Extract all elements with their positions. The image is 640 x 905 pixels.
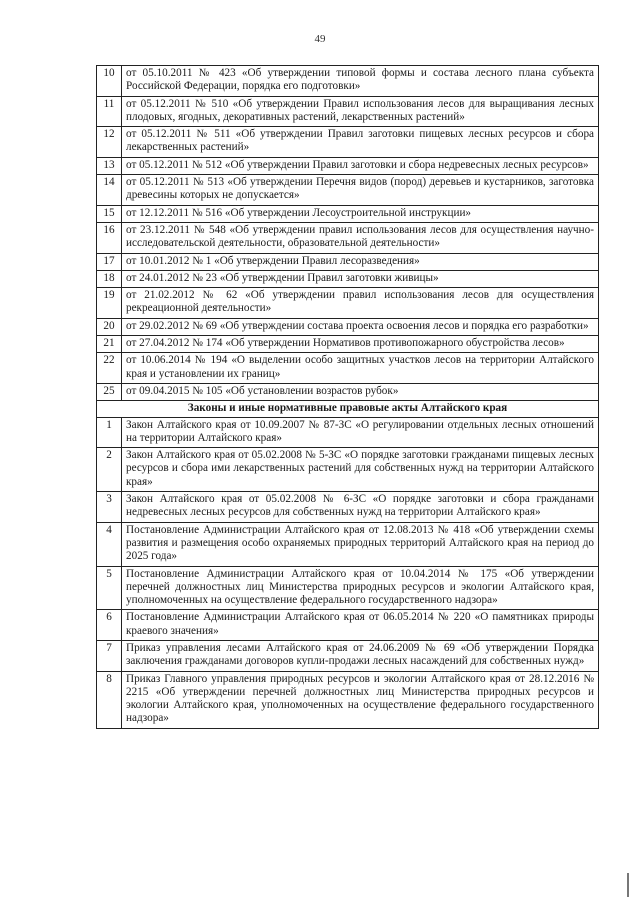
section-heading-group [97,401,599,417]
table-row [97,417,599,448]
row-number: 25 [97,383,122,400]
table-row [97,671,599,728]
table-row [97,566,599,610]
table-row [97,127,599,158]
row-text: от 05.12.2011 № 511 «Об утверждении Правил заготовки пищевых лесных ресурсов и сбора лекарственных растений» [122,127,599,158]
row-text: от 27.04.2012 № 174 «Об утверждении Нормативов противопожарного обустройства лесов» [122,336,599,353]
row-number: 2 [97,448,122,492]
row-text: Приказ Главного управления природных ресурсов и экологии Алтайского края от 28.12.2016 № 2215 «Об утверждении перечней должностных лиц Министерства природных ресурсов и экологии Алтайского края, уполномоченных на осуществление федерального государственного надзора» [122,671,599,728]
row-text: Закон Алтайского края от 05.02.2008 № 6-ЗС «О порядке заготовки и сбора гражданами недревесных лесных ресурсов для собственных нужд на территории Алтайского края» [122,492,599,523]
row-text: от 05.12.2011 № 513 «Об утверждении Перечня видов (пород) деревьев и кустарников, заготовка древесины которых не допускается» [122,175,599,206]
row-number: 19 [97,288,122,319]
table-row [97,610,599,641]
row-number: 7 [97,640,122,671]
table-row [97,448,599,492]
table-row [97,175,599,206]
table-row [97,492,599,523]
table-row [97,205,599,222]
regional-acts-group [97,417,599,728]
row-text: от 05.10.2011 № 423 «Об утверждении типовой формы и состава лесного плана субъекта Российской Федерации, порядка его подготовки» [122,66,599,97]
row-number: 18 [97,270,122,287]
section-heading-row [97,401,599,417]
table-row [97,270,599,287]
row-number: 11 [97,96,122,127]
row-number: 1 [97,417,122,448]
federal-acts-group [97,66,599,401]
row-number: 17 [97,253,122,270]
row-text: от 23.12.2011 № 548 «Об утверждении правил использования лесов для осуществления научно-исследовательской деятельности, образовательной деятельности» [122,222,599,253]
row-number: 10 [97,66,122,97]
row-number: 8 [97,671,122,728]
row-text: Постановление Администрации Алтайского края от 12.08.2013 № 418 «Об утверждении схемы развития и размещения особо охраняемых природных территорий Алтайского края на период до 2025 года» [122,522,599,566]
row-text: от 12.12.2011 № 516 «Об утверждении Лесоустроительной инструкции» [122,205,599,222]
row-number: 4 [97,522,122,566]
row-text: Закон Алтайского края от 10.09.2007 № 87-ЗС «О регулировании отдельных лесных отношений на территории Алтайского края» [122,417,599,448]
row-text: Постановление Администрации Алтайского края от 06.05.2014 № 220 «О памятниках природы краевого значения» [122,610,599,641]
row-text: Закон Алтайского края от 05.02.2008 № 5-ЗС «О порядке заготовки гражданами пищевых лесных ресурсов и сбора ими лекарственных растений для собственных нужд на территории Алтайского края» [122,448,599,492]
row-number: 14 [97,175,122,206]
table-row [97,522,599,566]
table-row [97,253,599,270]
row-text: от 05.12.2011 № 512 «Об утверждении Правил заготовки и сбора недревесных лесных ресурсов» [122,157,599,174]
row-number: 22 [97,353,122,384]
row-number: 21 [97,336,122,353]
scan-edge-mark [627,873,629,897]
row-text: от 09.04.2015 № 105 «Об установлении возрастов рубок» [122,383,599,400]
table-row [97,318,599,335]
row-number: 20 [97,318,122,335]
table-row [97,66,599,97]
table-row [97,157,599,174]
section-heading: Законы и иные нормативные правовые акты Алтайского края [97,401,599,417]
table-row [97,222,599,253]
row-text: от 21.02.2012 № 62 «Об утверждении правил использования лесов для осуществления рекреационной деятельности» [122,288,599,319]
table-row [97,383,599,400]
row-number: 13 [97,157,122,174]
row-number: 15 [97,205,122,222]
row-text: от 24.01.2012 № 23 «Об утверждении Правил заготовки живицы» [122,270,599,287]
row-text: Постановление Администрации Алтайского края от 10.04.2014 № 175 «Об утверждении перечней должностных лиц Министерства природных ресурсов и экологии Алтайского края, уполномоченных на осуществление федерального государственного надзора» [122,566,599,610]
row-text: от 05.12.2011 № 510 «Об утверждении Правил использования лесов для выращивания лесных плодовых, ягодных, декоративных растений, лекарственных растений» [122,96,599,127]
row-number: 3 [97,492,122,523]
row-number: 12 [97,127,122,158]
row-text: Приказ управления лесами Алтайского края от 24.06.2009 № 69 «Об утверждении Порядка заключения гражданами договоров купли-продажи лесных насаждений для собственных нужд» [122,640,599,671]
table-row [97,288,599,319]
table-row [97,640,599,671]
row-text: от 10.06.2014 № 194 «О выделении особо защитных участков лесов на территории Алтайского края и установлении их границ» [122,353,599,384]
table-row [97,336,599,353]
row-number: 5 [97,566,122,610]
page-number: 49 [314,33,326,45]
row-number: 6 [97,610,122,641]
row-number: 16 [97,222,122,253]
table-row [97,353,599,384]
row-text: от 10.01.2012 № 1 «Об утверждении Правил лесоразведения» [122,253,599,270]
row-text: от 29.02.2012 № 69 «Об утверждении состава проекта освоения лесов и порядка его разработки» [122,318,599,335]
legal-acts-table [96,65,599,729]
table-row [97,96,599,127]
